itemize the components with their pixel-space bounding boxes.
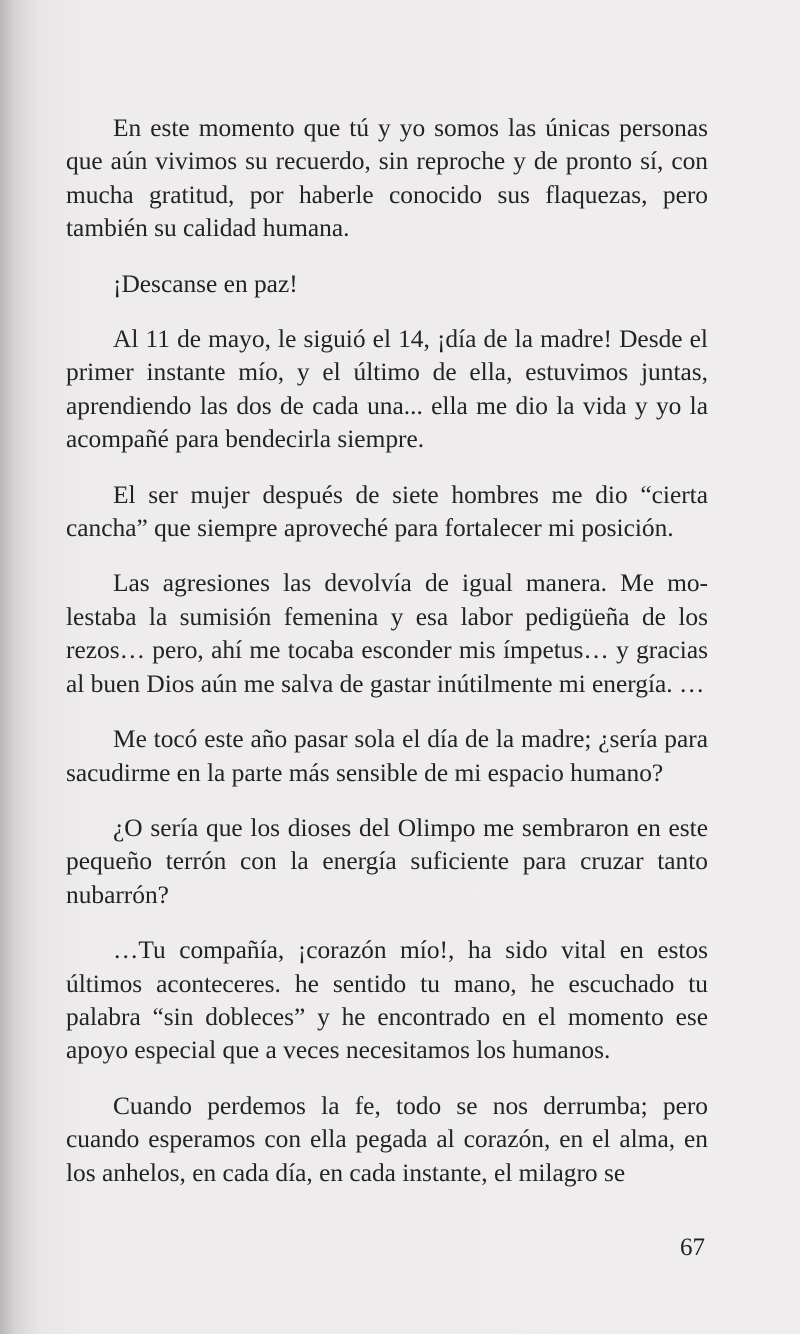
paragraph-3: Al 11 de mayo, le siguió el 14, ¡día de la madre! Desde el primer instante mío, y el último de ella, estuvimos juntas, aprendiendo las dos de cada una... ella me dio la vida y yo la acompañé para bendecirla siempre. [66, 325, 708, 454]
paragraph-7: ¿O sería que los dioses del Olimpo me sembraron en este pequeño terrón con la energía suficiente para cruzar tanto nubarrón? [66, 813, 708, 909]
paragraph-5: Las agresiones las devolvía de igual manera. Me molestaba la sumisión femenina y esa labor pedigüeña de los rezos… pero, ahí me tocaba esconder mis ímpetus… y gracias al buen Dios aún me salva de gastar inútilmente mi energía. … [66, 569, 708, 698]
body-text [66, 112, 708, 1212]
paragraph-9: Cuando perdemos la fe, todo se nos derrumba; pero cuando esperamos con ella pegada al corazón, en el alma, en los anhelos, en cada día, en cada instante, el milagro se [66, 1091, 708, 1187]
paragraph-2: ¡Descanse en paz! [113, 269, 298, 298]
paragraph-8: …Tu compañía, ¡corazón mío!, ha sido vital en estos últimos aconteceres. he sentido tu mano, he escuchado tu palabra “sin dobleces” y he encontrado en el momento ese apoyo especial que a veces necesitamos los humanos. [66, 936, 708, 1065]
paragraph-6: Me tocó este año pasar sola el día de la madre; ¿sería para sacudirme en la parte más sensible de mi espacio humano? [66, 725, 708, 787]
page-number: 67 [680, 1234, 705, 1261]
paragraph-1: En este momento que tú y yo somos las únicas personas que aún vivimos su recuerdo, sin reproche y de pronto sí, con mucha gratitud, por haberle conocido sus flaquezas, pero también su calidad humana. [66, 114, 708, 243]
paragraph-4: El ser mujer después de siete hombres me dio “cierta cancha” que siempre aproveché para fortalecer mi posición. [66, 480, 708, 543]
